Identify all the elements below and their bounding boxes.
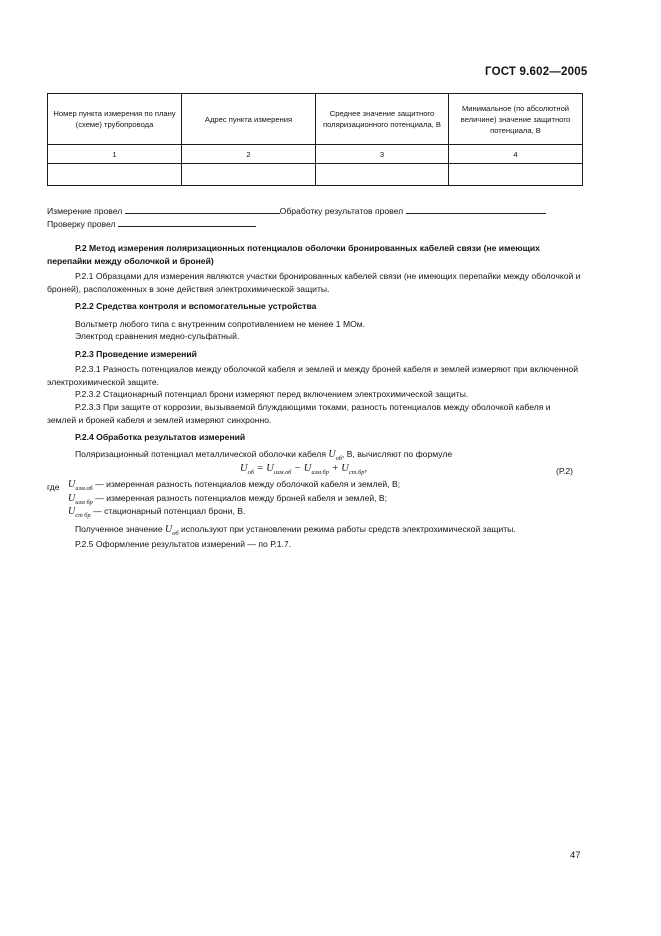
- table-number-row: [48, 145, 583, 164]
- table-header-cell: Адрес пункта измерения: [182, 94, 316, 145]
- signature-blank: [406, 204, 546, 214]
- paragraph-p24: Поляризационный потенциал металлической оболочки кабеля $U_{об}$, В, вычисляют по формуле: [75, 449, 453, 462]
- heading-p23: Р.2.3 Проведение измерений: [75, 349, 197, 359]
- table-cell: [48, 164, 182, 186]
- heading-p24: Р.2.4 Обработка результатов измерений: [75, 432, 246, 442]
- column-number: 1: [48, 145, 182, 164]
- table-header-cell: Номер пункта измерения по плану (схеме) трубопровода: [48, 94, 182, 145]
- table-cell: [449, 164, 583, 186]
- column-number: 2: [182, 145, 316, 164]
- table-header-cell: Среднее значение защитного поляризационного потенциала, В: [316, 94, 449, 145]
- measurement-form-table: [47, 93, 583, 186]
- table-header-row: [48, 94, 583, 145]
- heading-p22: Р.2.2 Средства контроля и вспомогательные устройства: [75, 301, 317, 311]
- definition-u-izm-br: $U_{изм бр}$ — измеренная разность потенциалов между броней кабеля и землей, В;: [68, 493, 388, 506]
- paragraph-result: Полученное значение $U_{об}$ используют при установлении режима работы средств электрохимической защиты.: [75, 524, 516, 537]
- column-number: 3: [316, 145, 449, 164]
- table-cell: [316, 164, 449, 186]
- paragraph-p22a: Вольтметр любого типа с внутренним сопротивлением не менее 1 МОм.: [75, 319, 366, 329]
- signature-line-measure: Измерение провел Обработку результатов провел: [47, 204, 582, 218]
- paragraph-p22b: Электрод сравнения медно-сульфатный.: [75, 331, 240, 341]
- paragraph-p231: Р.2.3.1 Разность потенциалов между оболочкой кабеля и землей и между броней кабеля и землей измеряют при включенной электрохимической защите.: [47, 364, 578, 387]
- definition-u-st-br: $U_{ст бр}$ — стационарный потенциал брони, В.: [68, 506, 246, 519]
- page-number: 47: [570, 850, 581, 861]
- signature-line-check: Проверку провел: [47, 217, 582, 231]
- section-p2-title: Р.2 Метод измерения поляризационных потенциалов оболочки бронированных кабелей связи (не имеющих перепайки между оболочкой и броней): [47, 243, 540, 266]
- paragraph-p232: Р.2.3.2 Стационарный потенциал брони измеряют перед включением электрохимической защиты.: [75, 389, 469, 399]
- signature-blank: [125, 204, 280, 214]
- table-empty-row: [48, 164, 583, 186]
- signature-blank: [118, 217, 256, 227]
- table-cell: [182, 164, 316, 186]
- column-number: 4: [449, 145, 583, 164]
- paragraph-p21: Р.2.1 Образцами для измерения являются участки бронированных кабелей связи (не имеющих перепайки между оболочкой и броней), расположенных в зоне действия электрохимической защиты.: [47, 271, 581, 294]
- where-label: где: [47, 482, 60, 492]
- paragraph-p25: Р.2.5 Оформление результатов измерений — по Р.1.7.: [75, 539, 292, 549]
- formula-p2: $U_{об} = U_{изм.об} - U_{изм.бр} + U_{ст.бр}$,: [240, 463, 368, 476]
- definition-u-izm-ob: $U_{изм.об}$ — измеренная разность потенциалов между оболочкой кабеля и землей, В;: [68, 479, 401, 492]
- table-header-cell: Минимальное (по абсолютной величине) значение защитного потенциала, В: [449, 94, 583, 145]
- paragraph-p233: Р.2.3.3 При защите от коррозии, вызываемой блуждающими токами, разность потенциалов между оболочкой кабеля и землей и броней кабеля и землей измеряют синхронно.: [47, 402, 551, 425]
- standard-code: ГОСТ 9.602—2005: [485, 66, 588, 78]
- formula-number: (Р.2): [556, 466, 573, 476]
